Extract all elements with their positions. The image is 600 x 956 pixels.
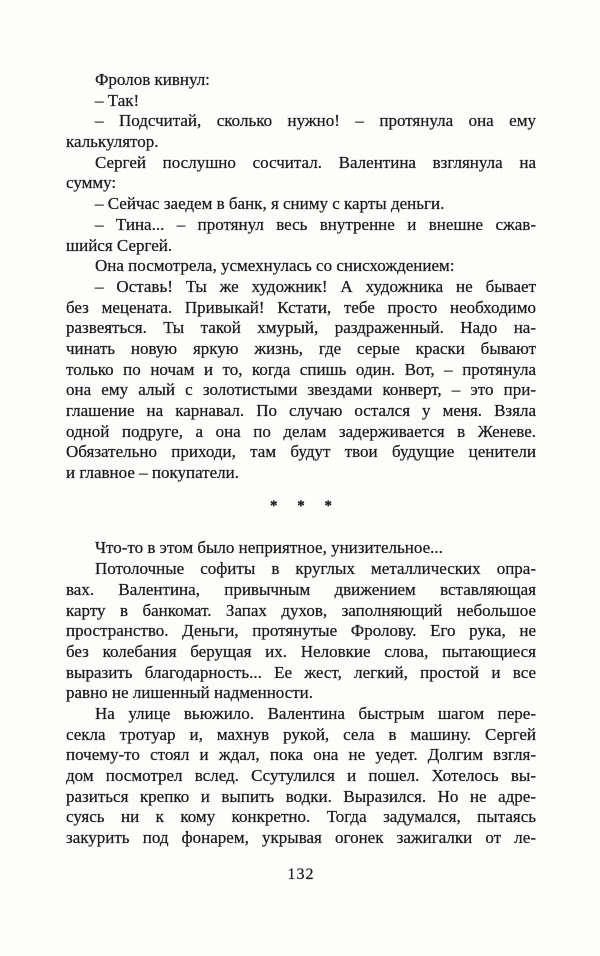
section-separator: * * * — [270, 497, 340, 514]
text-line: и главное – покупатели. — [66, 463, 239, 483]
paragraph — [66, 153, 536, 194]
paragraph — [66, 559, 536, 704]
text-line: одной подруге, а она по делам задерживается в Женеве. — [66, 421, 536, 441]
text-column — [66, 70, 536, 884]
text-line: секла тротуар и, махнув рукой, села в машину. Сергей — [66, 724, 536, 744]
text-line: карту в банкомат. Запах духов, заполняющий небольшое — [66, 600, 536, 620]
paragraph — [66, 277, 536, 484]
paragraph — [66, 70, 536, 91]
text-line: только по ночам и то, когда спишь один. Вот, – протянула — [66, 359, 536, 379]
text-line: выразить благодарность... Ее жест, легкий, простой и все — [66, 662, 536, 682]
text-line: шийся Сергей. — [66, 235, 173, 255]
text-line: сумму: — [66, 173, 117, 193]
text-line: вах. Валентина, привычным движением вставляющая — [66, 579, 536, 599]
text-line: – Подсчитай, сколько нужно! – протянула она ему — [95, 111, 536, 131]
text-line: глашение на карнавал. По случаю остался у меня. Взяла — [66, 401, 536, 420]
paragraph — [66, 538, 536, 559]
text-line: Что-то в этом было неприятное, унизительное... — [95, 538, 443, 558]
text-line: – Сейчас заедем в банк, я сниму с карты деньги. — [95, 194, 445, 214]
text-line: – Так! — [95, 90, 140, 110]
paragraph — [66, 91, 536, 112]
text-line: суясь ни к кому конкретно. Тогда задумался, пытаясь — [66, 807, 536, 827]
text-line: калькулятор. — [66, 132, 159, 152]
text-line: дом посмотрел вслед. Ссутулился и пошел. Хотелось вы- — [66, 766, 536, 785]
text-line: Она посмотрела, усмехнулась со снисхождением: — [95, 256, 455, 276]
text-line: разиться крепко и выпить водки. Выразился. Но не адре- — [66, 786, 536, 806]
paragraph — [66, 194, 536, 215]
text-line: равно не лишенный надменности. — [66, 683, 314, 703]
text-line: закурить под фонарем, укрывая огонек зажигалки от ле- — [66, 828, 536, 848]
text-line: развеяться. Ты такой хмурый, раздраженный. Надо на- — [66, 318, 536, 338]
text-line: На улице вьюжило. Валентина быстрым шагом пере- — [95, 703, 536, 723]
text-line: она ему алый с золотистыми звездами конверт, – это при- — [66, 380, 536, 400]
text-line: Потолочные софиты в круглых металлических опра- — [95, 559, 536, 579]
text-line: пространство. Деньги, протянутые Фролову. Его рука, не — [66, 621, 536, 641]
text-line: Фролов кивнул: — [95, 70, 210, 89]
text-line: без мецената. Привыкай! Кстати, тебе просто необходимо — [66, 297, 536, 317]
paragraph — [66, 215, 536, 256]
text-line: – Оставь! Ты же художник! А художника не бывает — [95, 276, 536, 296]
paragraph — [66, 704, 536, 849]
page-number: 132 — [287, 865, 315, 883]
text-line: – Тина... – протянул весь внутренне и внешне сжав- — [95, 214, 536, 234]
paragraph — [66, 256, 536, 277]
text-line: почему-то стоял и ждал, пока она не уедет. Долгим взгля- — [66, 745, 536, 765]
text-line: Сергей послушно сосчитал. Валентина взглянула на — [95, 152, 536, 172]
text-line: без колебания берущая их. Неловкие слова, пытающиеся — [66, 641, 536, 661]
paragraph — [66, 111, 536, 152]
text-line: чинать новую яркую жизнь, где серые краски бывают — [66, 338, 536, 358]
text-line: Обязательно приходи, там будут твои будущие ценители — [66, 442, 536, 462]
